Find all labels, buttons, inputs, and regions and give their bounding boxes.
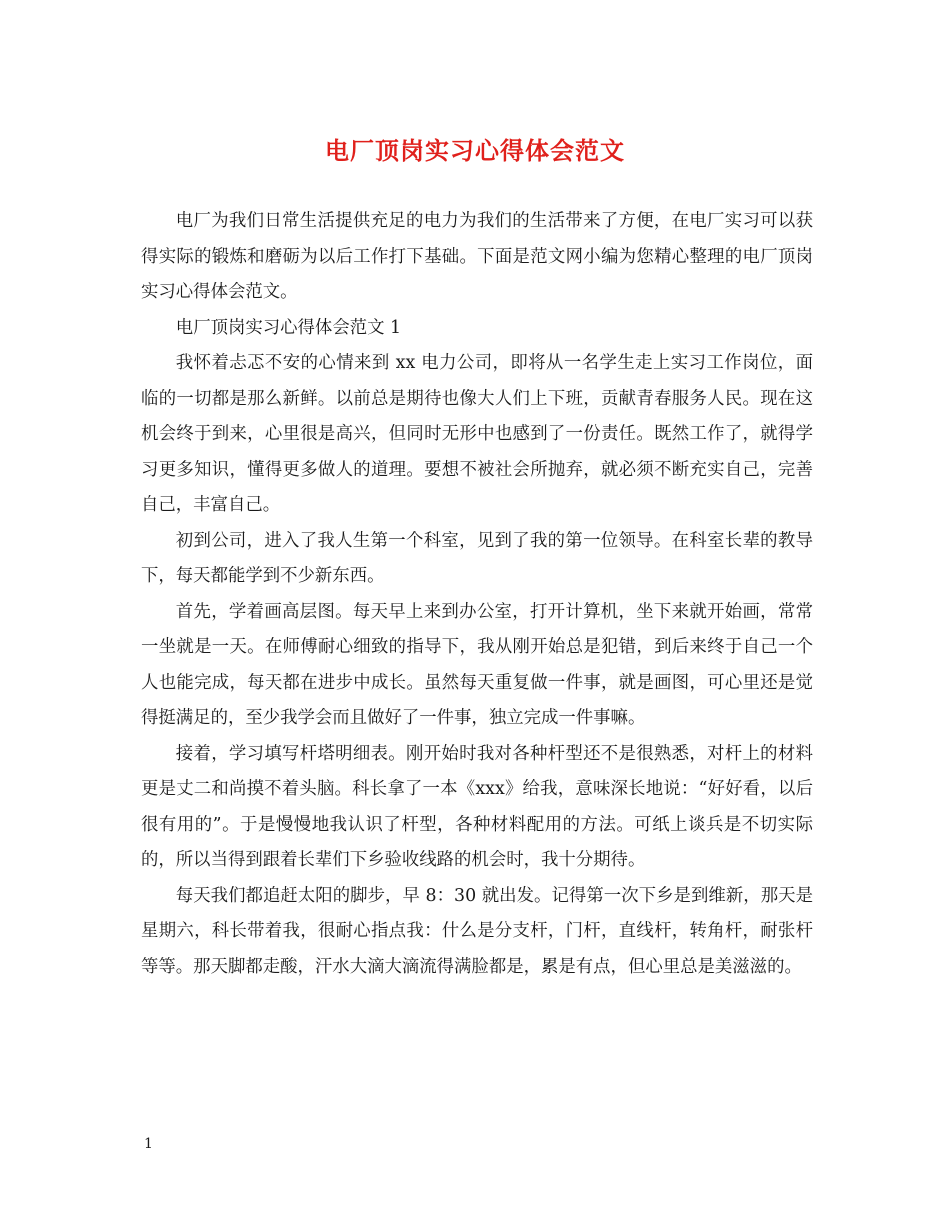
paragraph-intro: 电厂为我们日常生活提供充足的电力为我们的生活带来了方便，在电厂实习可以获得实际的锻炼和磨砺为以后工作打下基础。下面是范文网小编为您精心整理的电厂顶岗实习心得体会范文。 bbox=[141, 211, 813, 302]
document-body bbox=[141, 204, 813, 985]
paragraph: 我怀着忐忑不安的心情来到 xx 电力公司，即将从一名学生走上实习工作岗位，面临的一切都是那么新鲜。以前总是期待也像大人们上下班，贡献青春服务人民。现在这机会终于到来，心里很是高兴，但同时无形中也感到了一份责任。既然工作了，就得学习更多知识，懂得更多做人的道理。要想不被社会所抛弃，就必须不断充实自己，完善自己，丰富自己。 bbox=[141, 353, 813, 515]
paragraph: 首先，学着画高层图。每天早上来到办公室，打开计算机，坐下来就开始画，常常一坐就是一天。在师傅耐心细致的指导下，我从刚开始总是犯错，到后来终于自己一个人也能完成，每天都在进步中成长。虽然每天重复做一件事，就是画图，可心里还是觉得挺满足的，至少我学会而且做好了一件事，独立完成一件事嘛。 bbox=[141, 601, 813, 728]
paragraph: 初到公司，进入了我人生第一个科室，见到了我的第一位领导。在科室长辈的教导下，每天都能学到不少新东西。 bbox=[141, 530, 813, 586]
document-title: 电厂顶岗实习心得体会范文 bbox=[325, 137, 625, 165]
paragraph: 每天我们都追赶太阳的脚步，早 8：30 就出发。记得第一次下乡是到维新，那天是星期六，科长带着我，很耐心指点我：什么是分支杆，门杆，直线杆，转角杆，耐张杆等等。那天脚都走酸，汗水大滴大滴流得满脸都是，累是有点，但心里总是美滋滋的。 bbox=[141, 885, 813, 977]
paragraph: 接着，学习填写杆塔明细表。刚开始时我对各种杆型还不是很熟悉，对杆上的材料更是丈二和尚摸不着头脑。科长拿了一本《xxx》给我，意味深长地说：“好好看，以后很有用的”。于是慢慢地我认识了杆型，各种材料配用的方法。可纸上谈兵是不切实际的，所以当得到跟着长辈们下乡验收线路的机会时，我十分期待。 bbox=[141, 743, 813, 870]
section-heading: 电厂顶岗实习心得体会范文 1 bbox=[175, 317, 402, 338]
page-number: 1 bbox=[144, 1136, 153, 1152]
